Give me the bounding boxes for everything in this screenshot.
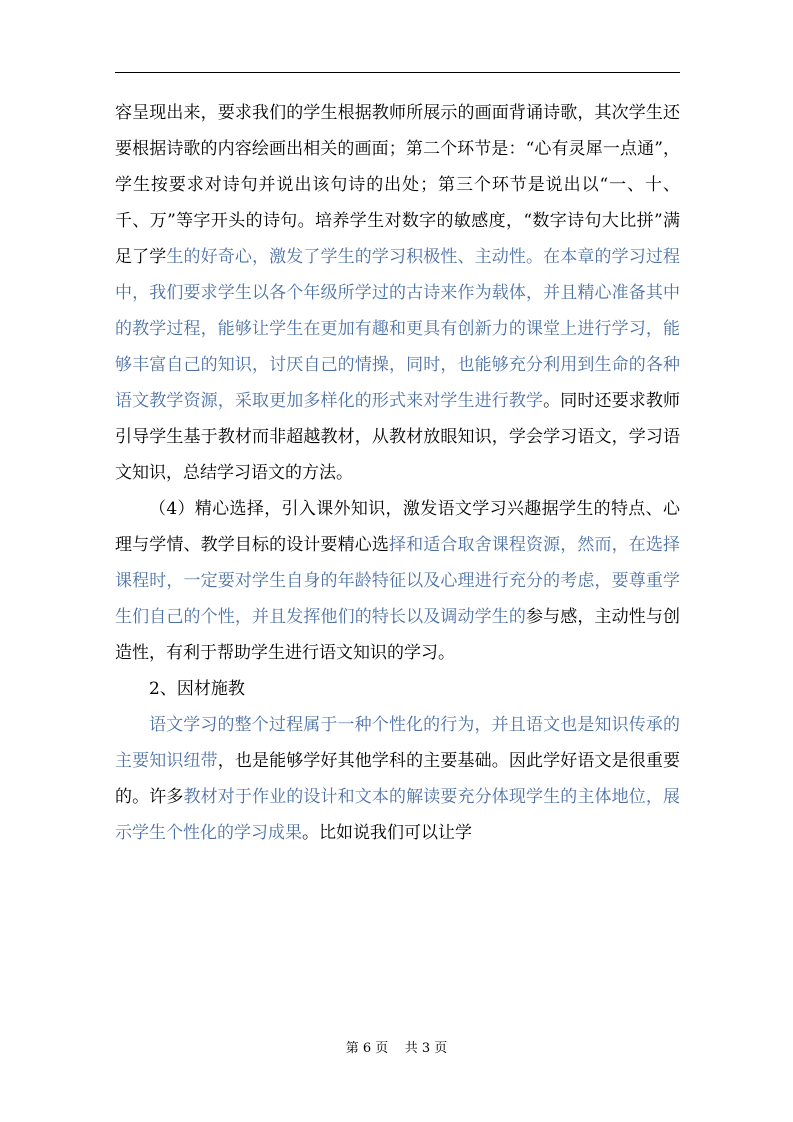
header-rule xyxy=(115,72,680,73)
text-segment: 容呈现出来，要求我们的学生根据教师所展示的画面背诵诗歌，其次学生还要根据诗歌的内容绘画出相关的画面；第二个环节是：“心有灵犀一点通”，学生按要求对诗句并说出该句诗的出处；第三个环节是说出以“一、十、千、万”等字开头的诗句。培养学生对数字的敏感度，“数字诗句大比拼”满足了学 xyxy=(115,103,680,267)
text-segment: 2、因材施教 xyxy=(149,679,245,699)
page-footer: 第 6 页 共 3 页 xyxy=(345,1041,448,1056)
text-segment: 生的好奇心，激发了学生的学习积极性、主动性。在本章的学习过程中，我们要求学生以各个年级所学过的古诗来作为载体，并且精心准备其中的教学过程，能够让学生在更加有趣和更具有创新力的课堂上进行学习，能够丰富自己的知识，讨厌自己的情操，同时，也能够充分利用到生命的各种语文教学资源，采取更加多样化的形式来对学生进行教学 xyxy=(115,247,680,411)
text-segment: 参与感，主动性与创造性，有利于帮助学生进行语文知识的学习。 xyxy=(115,607,680,663)
text-segment: 语文学习的整个过程属于一种个性化的行为，并且语文也是知识传承的主要知识纽带 xyxy=(115,715,680,771)
text-segment: 择和适合取舍课程资源，然而，在选择课程时，一定要对学生自身的年龄特征以及心理进行充分的考虑，要尊重学生们自己的个性，并且发挥他们的特长以及调动学生的 xyxy=(115,535,680,627)
section-heading xyxy=(115,671,680,707)
text-segment: ，也是能够学好其他学科的主要基础。因此学好语文是很重要的。许多 xyxy=(115,751,680,807)
paragraph-2 xyxy=(115,491,680,671)
paragraph-1 xyxy=(115,95,680,491)
text-segment: （4）精心选择，引入课外知识，激发语文学习兴趣据学生的特点、心理与学情、教学目标的设计要精心选 xyxy=(115,499,680,555)
text-segment: 教材对于作业的设计和文本的解读要充分体现学生的主体地位，展示学生个性化的学习成果 xyxy=(115,787,680,843)
text-segment: 。同时还要求教师引导学生基于教材而非超越教材，从教材放眼知识，学会学习语文，学习语文知识，总结学习语文的方法。 xyxy=(115,391,680,483)
document-body xyxy=(115,95,680,851)
paragraph-3 xyxy=(115,707,680,851)
text-segment: 。比如说我们可以让学 xyxy=(302,823,472,843)
